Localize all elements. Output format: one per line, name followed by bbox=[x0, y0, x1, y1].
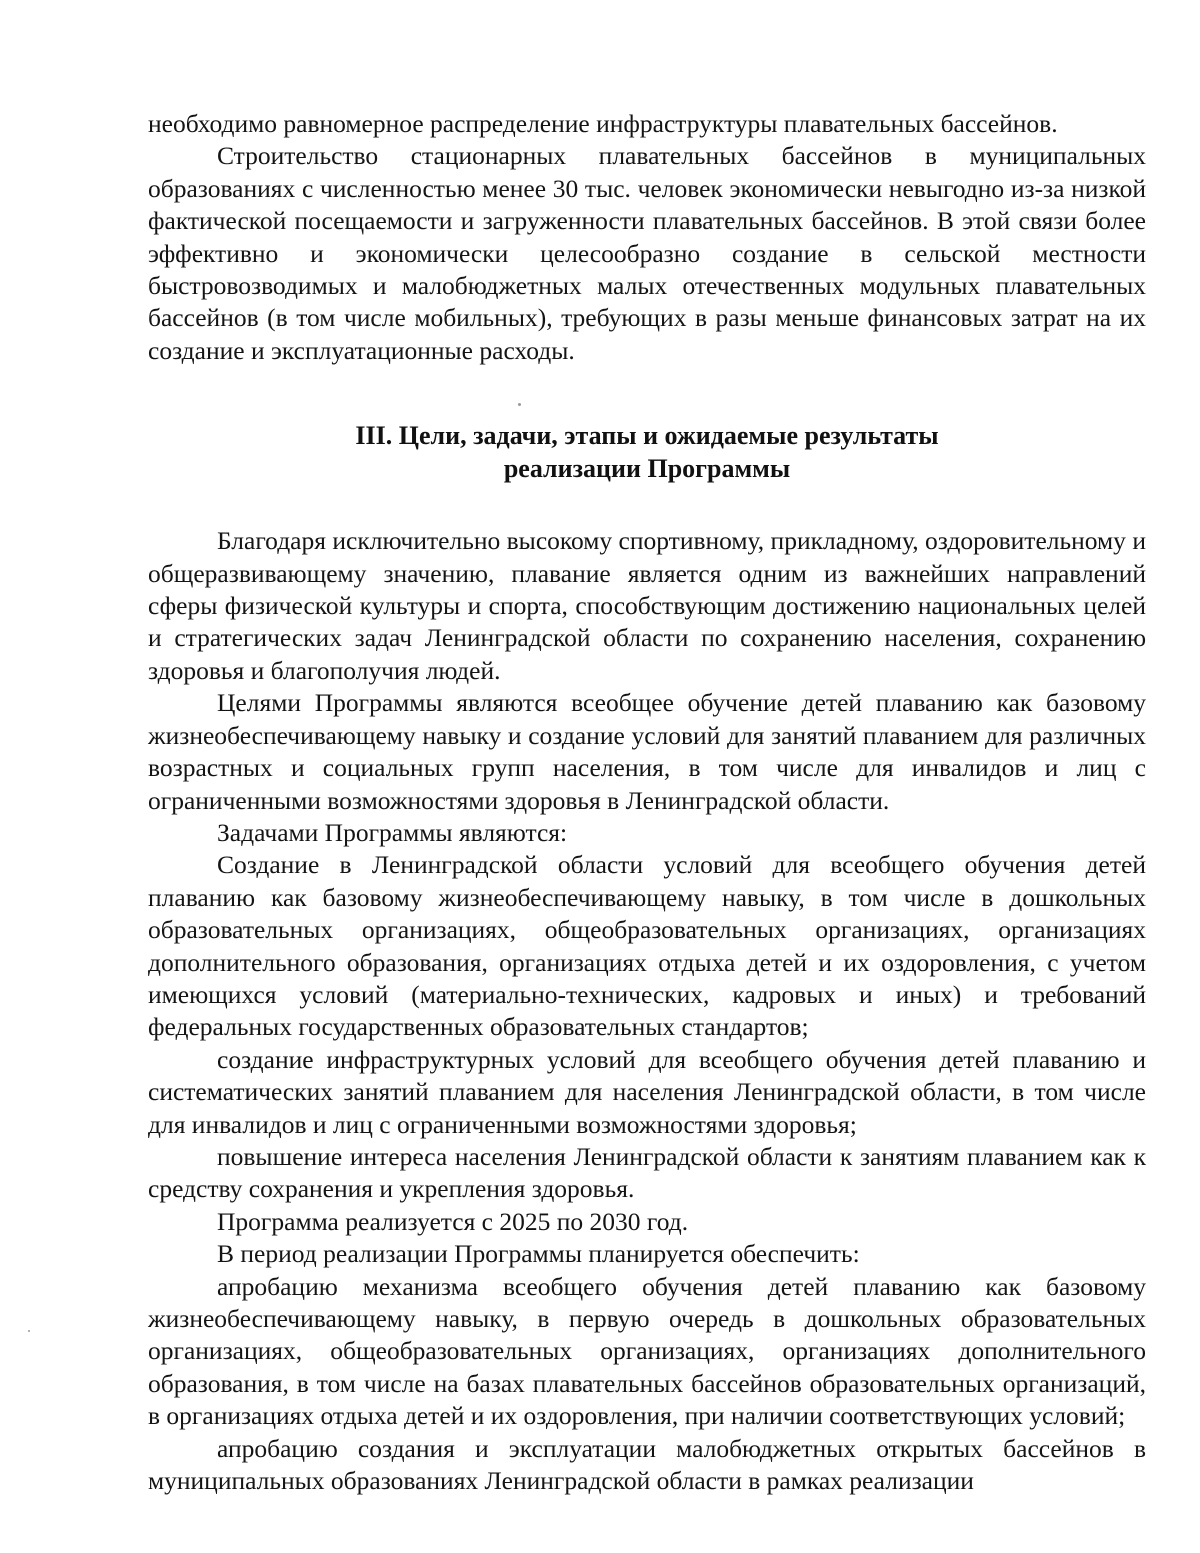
scan-speck bbox=[28, 1330, 30, 1332]
paragraph-expected-intro: В период реализации Программы планируется обеспечить: bbox=[217, 1239, 860, 1269]
paragraph-goals: Целями Программы являются всеобщее обучение детей плаванию как базовому жизнеобеспечивающему навыку и создание условий для занятий плаванием для различных возрастных и социальных групп населения, в том числе для инвалидов и лиц с ограниченными возможностями здоровья в Ленинградской области. bbox=[148, 688, 1146, 815]
paragraph-significance: Благодаря исключительно высокому спортивному, прикладному, оздоровительному и общеразвивающему значению, плавание является одним из важнейших направлений сферы физической культуры и спорта, способствующим достижению национальных целей и стратегических задач Ленинградской области по сохранению населения, сохранению здоровья и благополучия людей. bbox=[148, 526, 1146, 685]
paragraph-task-3: повышение интереса населения Ленинградской области к занятиям плаванием как к средству сохранения и укрепления здоровья. bbox=[148, 1141, 1146, 1204]
paragraph-task-2: создание инфраструктурных условий для всеобщего обучения детей плаванию и систематических занятий плаванием для населения Ленинградской области, в том числе для инвалидов и лиц с ограниченными возможностями здоровья; bbox=[148, 1044, 1146, 1139]
document-page bbox=[148, 108, 1146, 1497]
section-heading-line-2: реализации Программы bbox=[503, 454, 791, 484]
section-heading-line-1: III. Цели, задачи, этапы и ожидаемые результаты bbox=[355, 421, 939, 451]
carry-over-line: необходимо равномерное распределение инфраструктуры плавательных бассейнов. bbox=[148, 109, 1058, 138]
paragraph-period: Программа реализуется с 2025 по 2030 год. bbox=[217, 1206, 689, 1236]
paragraph-tasks-intro: Задачами Программы являются: bbox=[217, 817, 568, 847]
paragraph-expected-1: апробацию механизма всеобщего обучения детей плаванию как базовому жизнеобеспечивающему навыку, в первую очередь в дошкольных образовательных организациях, общеобразовательных организациях, организациях дополнительного образования, в том числе на базах плавательных бассейнов образовательных организаций, в организациях отдыха детей и их оздоровления, при наличии соответствующих условий; bbox=[148, 1271, 1146, 1431]
paragraph-task-1: Создание в Ленинградской области условий для всеобщего обучения детей плаванию как базовому жизнеобеспечивающему навыку, в том числе в дошкольных образовательных организациях, общеобразовательных организациях, организациях дополнительного образования, организациях отдыха детей и их оздоровления, с учетом имеющихся условий (материально-технических, кадровых и иных) и требований федеральных государственных образовательных стандартов; bbox=[148, 850, 1146, 1042]
intro-paragraph: Строительство стационарных плавательных бассейнов в муниципальных образованиях с численностью менее 30 тыс. человек экономически невыгодно из-за низкой фактической посещаемости и загруженности плавательных бассейнов. В этой связи более эффективно и экономически целесообразно создание в сельской местности быстровозводимых и малобюджетных малых отечественных модульных плавательных бассейнов (в том числе мобильных), требующих в разы меньше финансовых затрат на их создание и эксплуатационные расходы. bbox=[148, 141, 1146, 365]
section-heading bbox=[148, 419, 1146, 485]
paragraph-expected-2: апробацию создания и эксплуатации малобюджетных открытых бассейнов в муниципальных образованиях Ленинградской области в рамках реализации bbox=[148, 1433, 1146, 1496]
scan-speck bbox=[518, 403, 521, 406]
